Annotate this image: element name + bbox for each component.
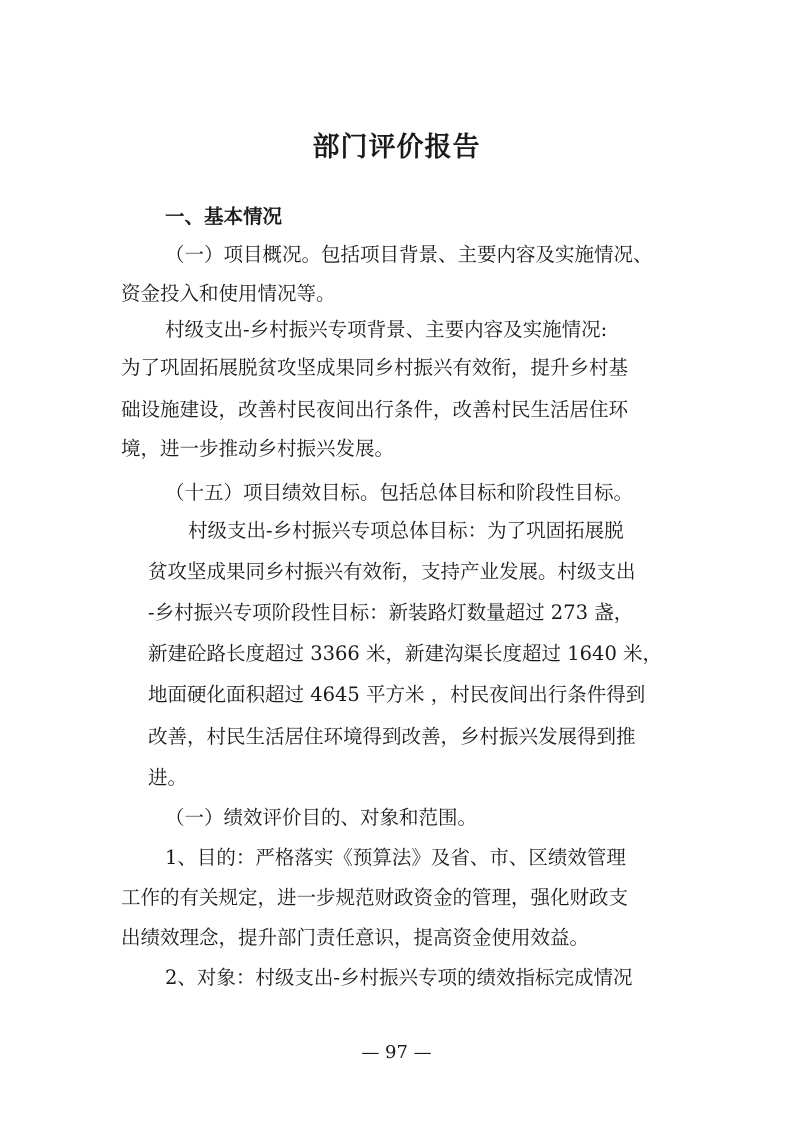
paragraph-line: 改善，村民生活居住环境得到改善，乡村振兴发展得到推 [148, 725, 636, 748]
paragraph-line: 新建砼路长度超过 3366 米，新建沟渠长度超过 1640 米， [148, 642, 663, 665]
paragraph-line: 境，进一步推动乡村振兴发展。 [121, 437, 395, 460]
paragraph-line: 村级支出-乡村振兴专项总体目标：为了巩固拓展脱 [188, 519, 624, 542]
paragraph-line: （一）绩效评价目的、对象和范围。 [165, 806, 478, 829]
paragraph-line: 村级支出-乡村振兴专项背景、主要内容及实施情况: [165, 318, 608, 341]
paragraph-line: 出绩效理念，提升部门责任意识，提高资金使用效益。 [121, 926, 590, 949]
paragraph-line: 进。 [148, 766, 188, 789]
paragraph-line: 地面硬化面积超过 4645 平方米 ，村民夜间出行条件得到 [148, 683, 646, 706]
paragraph-line: -乡村振兴专项阶段性目标：新装路灯数量超过 273 盏， [148, 601, 634, 624]
paragraph-line: （十五）项目绩效目标。包括总体目标和阶段性目标。 [165, 481, 634, 504]
paragraph-line: （一）项目概况。包括项目背景、主要内容及实施情况、 [165, 243, 653, 266]
paragraph-line: 资金投入和使用情况等。 [121, 282, 336, 305]
page-number: — 97 — [361, 1042, 432, 1063]
paragraph-line: 础设施建设，改善村民夜间出行条件，改善村民生活居住环 [121, 398, 629, 421]
paragraph-line: 工作的有关规定，进一步规范财政资金的管理，强化财政支 [121, 886, 629, 909]
paragraph-line: 贫攻坚成果同乡村振兴有效衔，支持产业发展。村级支出 [148, 560, 636, 583]
document-title: 部门评价报告 [312, 132, 481, 163]
paragraph-line: 为了巩固拓展脱贫攻坚成果同乡村振兴有效衔，提升乡村基 [121, 356, 629, 379]
section-heading-basic-info: 一、基本情况 [165, 205, 283, 228]
paragraph-line: 2、对象：村级支出-乡村振兴专项的绩效指标完成情况 [165, 966, 633, 989]
paragraph-line: 1、目的：严格落实《预算法》及省、市、区绩效管理 [165, 846, 626, 869]
